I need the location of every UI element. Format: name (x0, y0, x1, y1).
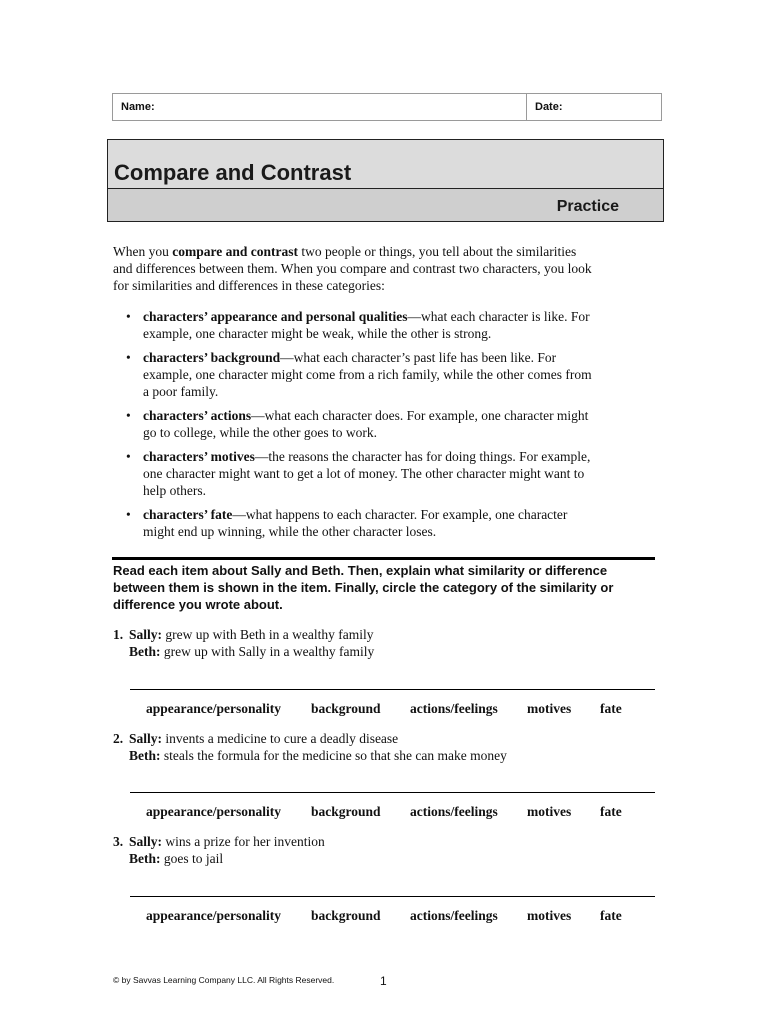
list-item (113, 308, 593, 342)
category-appearance[interactable]: appearance/personality (146, 804, 281, 819)
sally-text: invents a medicine to cure a deadly disease (162, 731, 399, 746)
practice-item-2 (113, 730, 658, 764)
sally-label: Sally: (129, 627, 163, 642)
page-number: 1 (380, 974, 387, 988)
category-fate[interactable]: fate (600, 701, 622, 716)
title-box (107, 139, 664, 222)
beth-text: steals the formula for the medicine so that she can make money (160, 748, 507, 763)
title-bottom (108, 189, 663, 221)
list-item (113, 506, 593, 540)
bullet-icon: • (126, 507, 131, 522)
category-background[interactable]: background (311, 701, 381, 716)
category-motives[interactable]: motives (527, 701, 572, 716)
bullet-text: —what happens to each character. For example, one character might end up winning, while the other character loses. (143, 507, 568, 539)
beth-label: Beth: (129, 748, 161, 763)
name-label: Name: (121, 101, 155, 113)
intro-text-1: When you (113, 244, 173, 259)
practice-item-3 (113, 833, 658, 867)
bullet-term: characters’ actions (143, 408, 252, 423)
answer-line-3[interactable] (130, 896, 655, 897)
bullet-icon: • (126, 309, 131, 324)
bullet-icon: • (126, 449, 131, 464)
sally-text: grew up with Beth in a wealthy family (162, 627, 374, 642)
category-background[interactable]: background (311, 804, 381, 819)
page-title: Compare and Contrast (114, 160, 352, 185)
category-motives[interactable]: motives (527, 804, 572, 819)
category-fate[interactable]: fate (600, 804, 622, 819)
category-fate[interactable]: fate (600, 908, 622, 923)
answer-line-2[interactable] (130, 792, 655, 793)
sally-label: Sally: (129, 731, 163, 746)
beth-label: Beth: (129, 851, 161, 866)
list-item (113, 349, 593, 400)
page-subtitle: Practice (556, 198, 619, 215)
category-list (113, 308, 593, 547)
item-number: 2. (113, 731, 124, 746)
practice-item-1 (113, 626, 658, 660)
list-item (113, 448, 593, 499)
bullet-icon: • (126, 350, 131, 365)
sally-label: Sally: (129, 834, 163, 849)
copyright: © by Savvas Learning Company LLC. All Rights Reserved. (113, 975, 335, 985)
bullet-text: —the reasons the character has for doing things. For example, one character might want to get a lot of money. The other character might want to help others. (143, 449, 591, 498)
bullet-term: characters’ appearance and personal qualities (143, 309, 408, 324)
beth-text: goes to jail (160, 851, 224, 866)
header-table (112, 93, 662, 121)
bullet-text: —what each character does. For example, one character might go to college, while the other goes to work. (143, 408, 589, 440)
category-actions[interactable]: actions/feelings (410, 804, 498, 819)
category-motives[interactable]: motives (527, 908, 572, 923)
bullet-text: —what each character’s past life has been like. For example, one character might come from a rich family, while the other comes from a poor family. (143, 350, 592, 399)
category-background[interactable]: background (311, 908, 381, 923)
beth-label: Beth: (129, 644, 161, 659)
bullet-icon: • (126, 408, 131, 423)
item-number: 3. (113, 834, 124, 849)
category-appearance[interactable]: appearance/personality (146, 701, 281, 716)
list-item (113, 407, 593, 441)
date-label: Date: (535, 101, 563, 113)
category-actions[interactable]: actions/feelings (410, 701, 498, 716)
category-actions[interactable]: actions/feelings (410, 908, 498, 923)
bullet-term: characters’ background (143, 350, 281, 365)
category-appearance[interactable]: appearance/personality (146, 908, 281, 923)
bullet-term: characters’ fate (143, 507, 233, 522)
answer-line-1[interactable] (130, 689, 655, 690)
section-divider (112, 557, 655, 560)
intro-paragraph (113, 243, 593, 294)
name-field[interactable] (113, 94, 527, 120)
sally-text: wins a prize for her invention (162, 834, 325, 849)
intro-text-2: two people or things, you tell about the similarities and differences between them. When you compare and contrast two characters, you look for similarities and differences in these categories: (113, 244, 592, 293)
bullet-term: characters’ motives (143, 449, 255, 464)
beth-text: grew up with Sally in a wealthy family (160, 644, 375, 659)
title-top (108, 140, 663, 189)
date-field[interactable] (527, 94, 661, 120)
intro-bold: compare and contrast (172, 244, 298, 259)
item-number: 1. (113, 627, 124, 642)
instructions: Read each item about Sally and Beth. Then, explain what similarity or difference between them is shown in the item. Finally, circle the category of the similarity or difference you wrote about. (113, 563, 614, 612)
bullet-text: —what each character is like. For example, one character might be weak, while the other is strong. (143, 309, 590, 341)
